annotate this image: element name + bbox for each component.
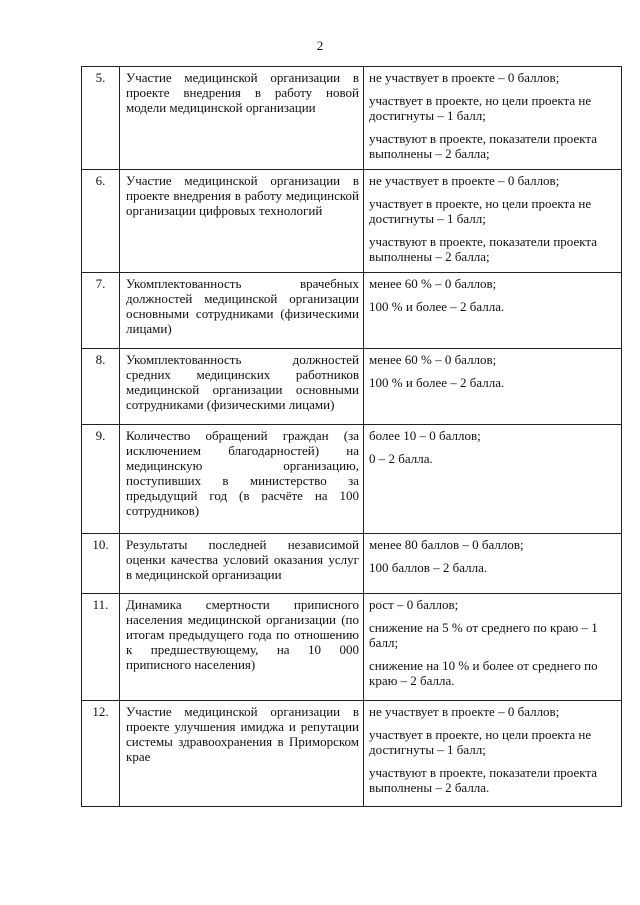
score-option: участвуют в проекте, показатели проекта выполнены – 2 балла; [369,234,597,264]
score-cell [364,273,622,349]
criterion-text: Укомплектованность врачебных должностей медицинской организации основными сотрудниками (физическими лицами) [120,273,364,349]
row-number: 11. [82,594,120,701]
row-number: 8. [82,349,120,425]
score-cell [364,534,622,594]
score-option: менее 60 % – 0 баллов; [369,352,497,367]
table-row [82,273,622,349]
score-cell [364,594,622,701]
table-row [82,701,622,807]
score-option: более 10 – 0 баллов; [369,428,481,443]
criterion-text: Результаты последней независимой оценки качества условий оказания услуг в медицинской организации [120,534,364,594]
criteria-table [81,66,622,807]
criterion-text: Количество обращений граждан (за исключением благодарностей) на медицинскую организацию, поступивших в министерство за предыдущий год (в расчёте на 100 сотрудников) [120,425,364,534]
score-option: участвуют в проекте, показатели проекта выполнены – 2 балла. [369,765,597,795]
score-option: снижение на 5 % от среднего по краю – 1 балл; [369,620,598,650]
score-option: участвуют в проекте, показатели проекта выполнены – 2 балла; [369,131,597,161]
table-row [82,170,622,273]
row-number: 9. [82,425,120,534]
table-row [82,349,622,425]
score-option: участвует в проекте, но цели проекта не достигнуты – 1 балл; [369,93,592,123]
score-option: участвует в проекте, но цели проекта не достигнуты – 1 балл; [369,727,592,757]
score-cell [364,349,622,425]
table-row [82,67,622,170]
row-number: 12. [82,701,120,807]
criterion-text: Участие медицинской организации в проекте внедрения в работу медицинской организации цифровых технологий [120,170,364,273]
score-option: 100 % и более – 2 балла. [369,375,505,390]
criterion-text: Участие медицинской организации в проекте улучшения имиджа и репутации системы здравоохранения в Приморском крае [120,701,364,807]
score-cell [364,67,622,170]
score-cell [364,425,622,534]
score-option: не участвует в проекте – 0 баллов; [369,70,560,85]
score-cell [364,701,622,807]
table-row [82,594,622,701]
score-option: рост – 0 баллов; [369,597,459,612]
row-number: 6. [82,170,120,273]
criterion-text: Участие медицинской организации в проекте внедрения в работу новой модели медицинской организации [120,67,364,170]
row-number: 10. [82,534,120,594]
page-number: 2 [316,38,324,53]
score-option: участвует в проекте, но цели проекта не достигнуты – 1 балл; [369,196,592,226]
score-option: 0 – 2 балла. [369,451,433,466]
score-option: не участвует в проекте – 0 баллов; [369,173,560,188]
score-option: менее 80 баллов – 0 баллов; [369,537,524,552]
table-row [82,425,622,534]
score-option: не участвует в проекте – 0 баллов; [369,704,560,719]
score-cell [364,170,622,273]
score-option: 100 % и более – 2 балла. [369,299,505,314]
table-row [82,534,622,594]
criterion-text: Динамика смертности приписного населения медицинской организации (по итогам предыдущего года по отношению к предшествующему, на 10 000 приписного населения) [120,594,364,701]
criterion-text: Укомплектованность должностей средних медицинских работников медицинской организации основными сотрудниками (физическими лицами) [120,349,364,425]
row-number: 5. [82,67,120,170]
row-number: 7. [82,273,120,349]
score-option: 100 баллов – 2 балла. [369,560,488,575]
score-option: менее 60 % – 0 баллов; [369,276,497,291]
score-option: снижение на 10 % и более от среднего по краю – 2 балла. [369,658,598,688]
